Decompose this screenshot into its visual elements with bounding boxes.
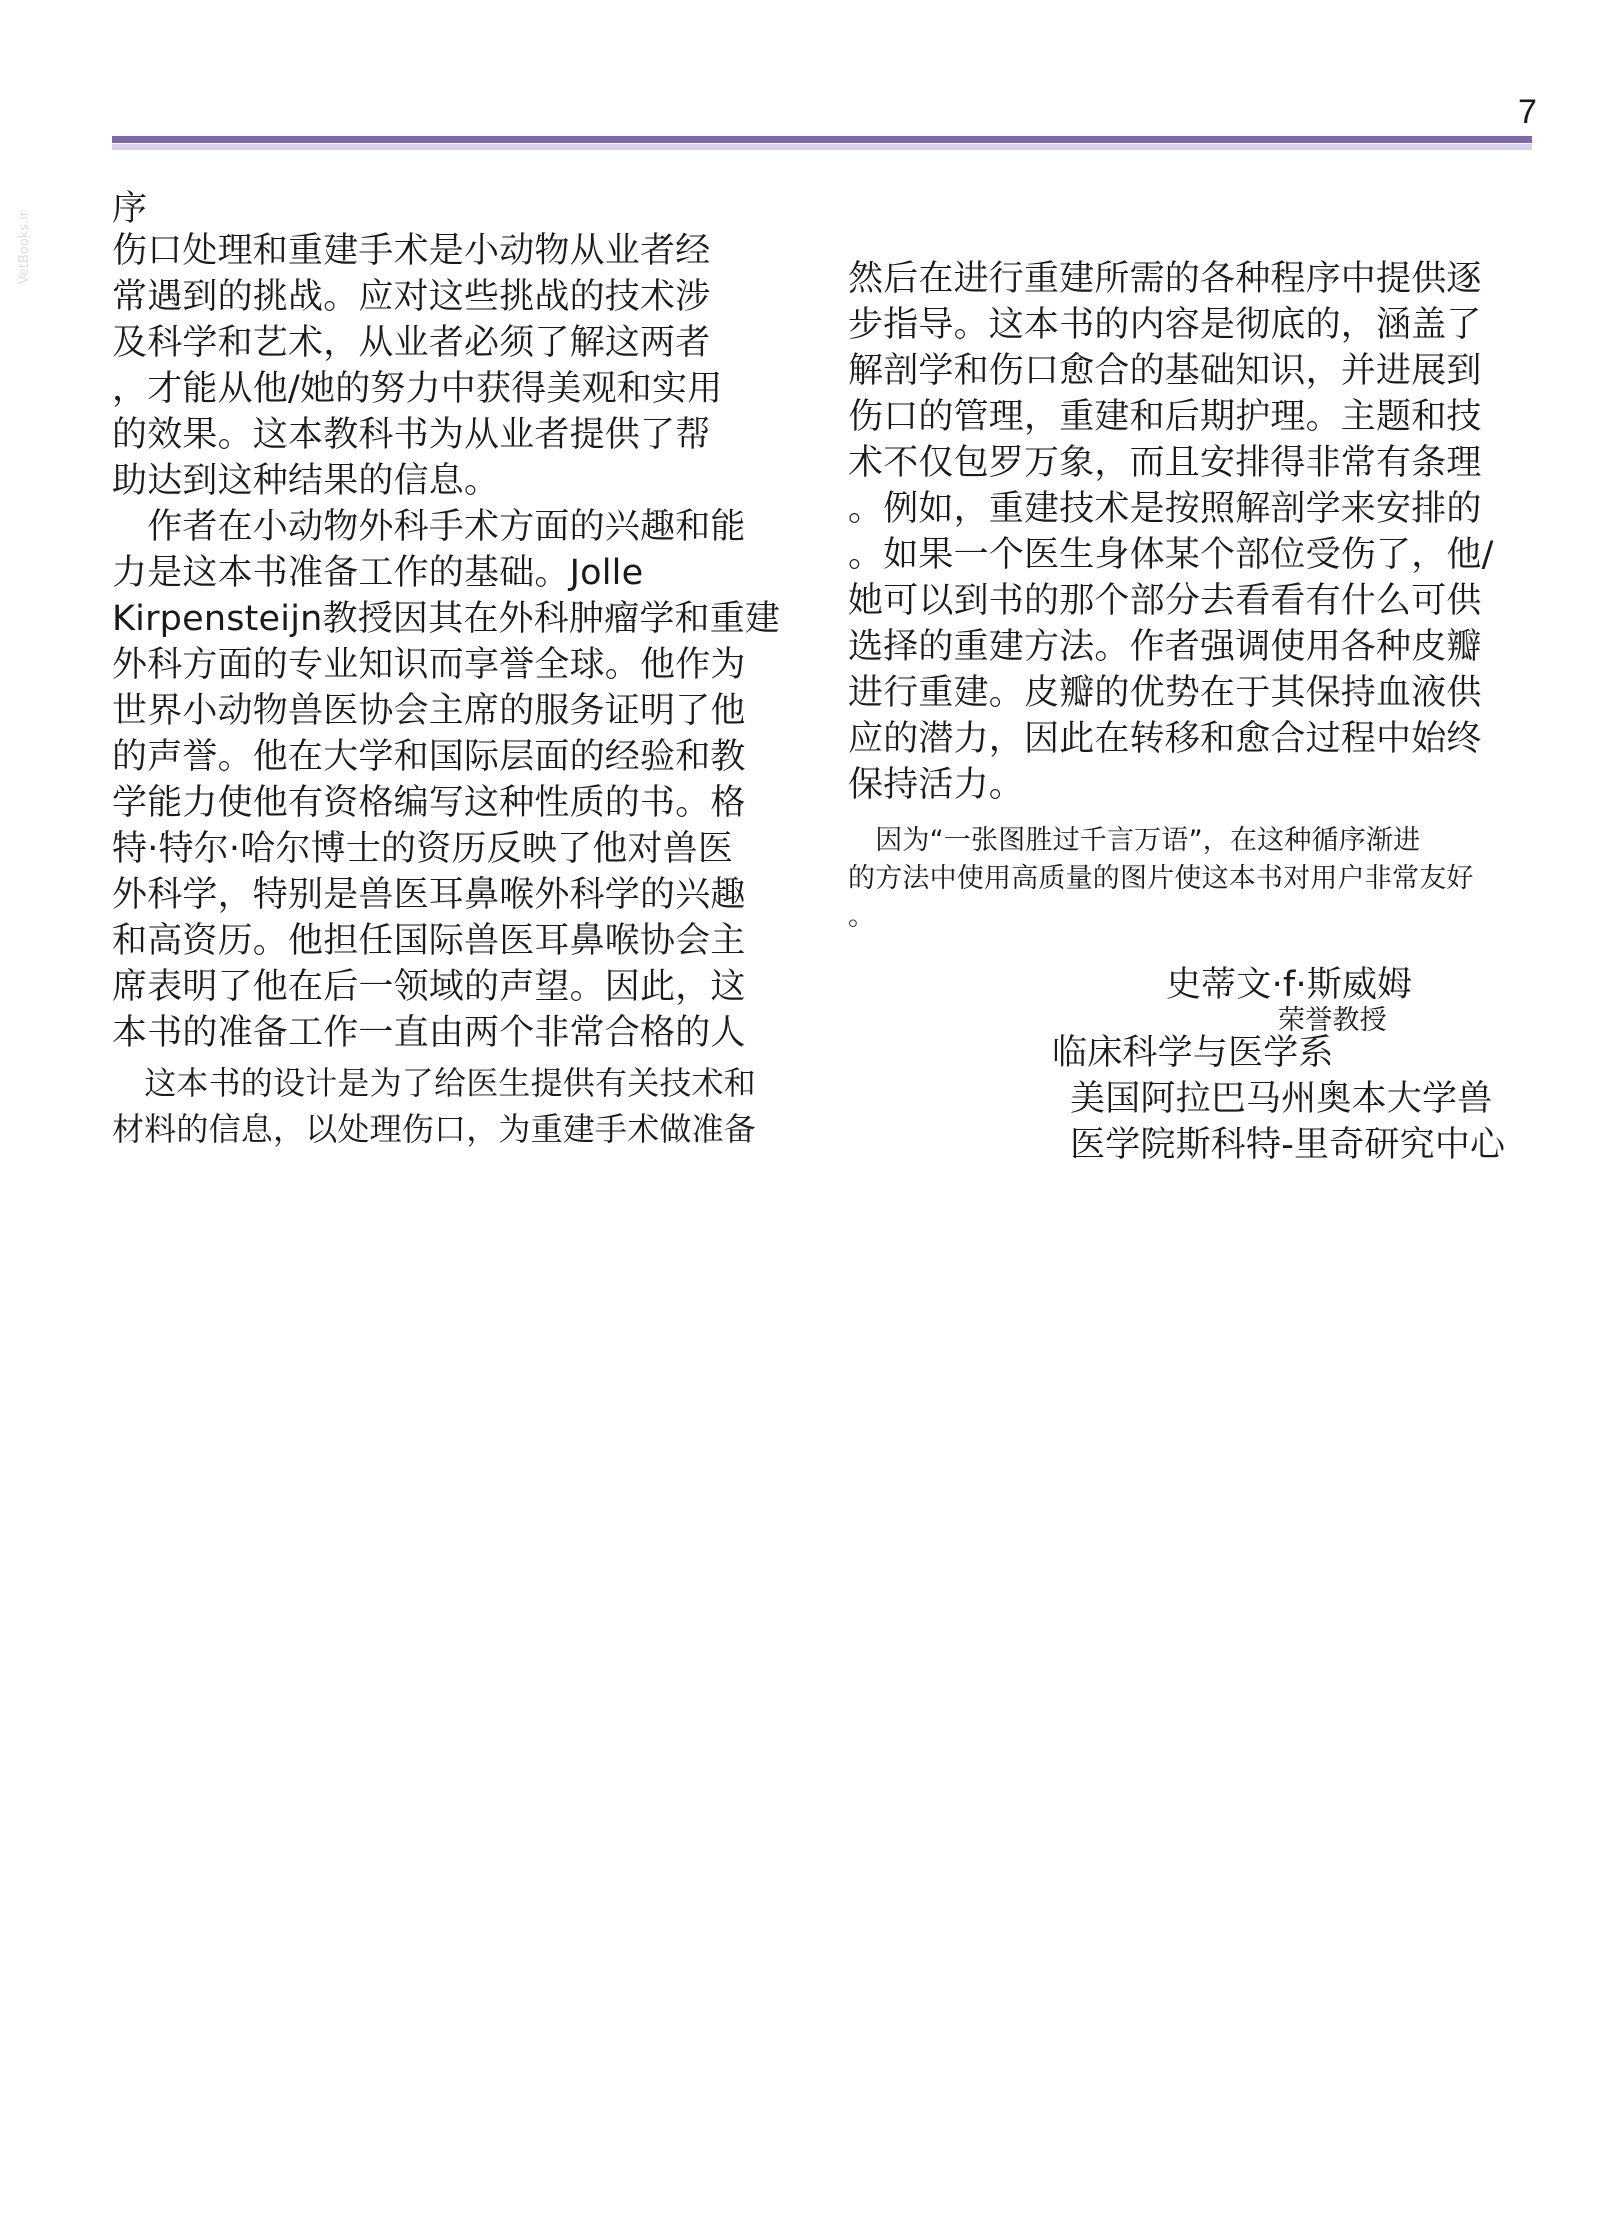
body-line: 本书的准备工作一直由两个非常合格的人: [112, 1013, 746, 1053]
body-line: 。: [848, 901, 876, 932]
signature-institution: 医学院斯科特-里奇研究中心: [1070, 1125, 1506, 1165]
header-rule: [112, 136, 1532, 143]
signature-title: 荣誉教授: [1278, 1005, 1387, 1036]
signature-institution: 美国阿拉巴马州奥本大学兽: [1070, 1079, 1493, 1119]
body-line: 伤口的管理，重建和后期护理。主题和技: [848, 397, 1482, 437]
body-line: 步指导。这本书的内容是彻底的，涵盖了: [848, 305, 1482, 345]
body-line: 应的潜力，因此在转移和愈合过程中始终: [848, 719, 1482, 759]
body-line: 术不仅包罗万象，而且安排得非常有条理: [848, 443, 1482, 483]
body-line: 学能力使他有资格编写这种性质的书。格: [112, 783, 746, 823]
body-line: 的方法中使用高质量的图片使这本书对用户非常友好: [848, 863, 1474, 894]
page-number: 7: [1518, 93, 1537, 131]
body-line: 选择的重建方法。作者强调使用各种皮瓣: [848, 627, 1482, 667]
body-line: 伤口处理和重建手术是小动物从业者经: [112, 231, 711, 271]
body-line: 及科学和艺术，从业者必须了解这两者: [112, 323, 711, 363]
body-line: 。如果一个医生身体某个部位受伤了，他/: [848, 535, 1494, 575]
body-line: 助达到这种结果的信息。: [112, 461, 500, 501]
body-line: 因为“一张图胜过千言万语”，在这种循序渐进: [848, 825, 1421, 856]
section-title: 序: [112, 189, 148, 229]
body-line: ，才能从他/她的努力中获得美观和实用: [112, 369, 723, 409]
body-line: 解剖学和伤口愈合的基础知识，并进展到: [848, 351, 1482, 391]
body-line: 席表明了他在后一领域的声望。因此，这: [112, 967, 746, 1007]
body-line: 。例如，重建技术是按照解剖学来安排的: [848, 489, 1482, 529]
body-line: 世界小动物兽医协会主席的服务证明了他: [112, 691, 746, 731]
body-line: 和高资历。他担任国际兽医耳鼻喉协会主: [112, 921, 746, 961]
body-line: 的效果。这本教科书为从业者提供了帮: [112, 415, 711, 455]
body-line: 外科学，特别是兽医耳鼻喉外科学的兴趣: [112, 875, 746, 915]
body-line: 常遇到的挑战。应对这些挑战的技术涉: [112, 277, 711, 317]
body-line: 然后在进行重建所需的各种程序中提供逐: [848, 259, 1482, 299]
body-line: 她可以到书的那个部分去看看有什么可供: [848, 581, 1482, 621]
signature-department: 临床科学与医学系: [1052, 1033, 1334, 1073]
body-line: 外科方面的专业知识而享誉全球。他作为: [112, 645, 746, 685]
body-line: 力是这本书准备工作的基础。Jolle: [112, 553, 644, 593]
body-line: 特·特尔·哈尔博士的资历反映了他对兽医: [112, 829, 734, 869]
body-line: 这本书的设计是为了给医生提供有关技术和: [112, 1064, 757, 1102]
body-line: 进行重建。皮瓣的优势在于其保持血液供: [848, 673, 1482, 713]
body-line: 材料的信息，以处理伤口，为重建手术做准备: [112, 1110, 757, 1148]
body-line: 保持活力。: [848, 765, 1025, 805]
header-rule-shadow: [112, 144, 1532, 150]
body-line: 作者在小动物外科手术方面的兴趣和能: [112, 507, 746, 547]
body-line: 的声誉。他在大学和国际层面的经验和教: [112, 737, 746, 777]
signature-name: 史蒂文·f·斯威姆: [1166, 965, 1413, 1005]
watermark: VetBooks.ir: [17, 210, 33, 285]
body-line: Kirpensteijn教授因其在外科肿瘤学和重建: [112, 599, 781, 639]
